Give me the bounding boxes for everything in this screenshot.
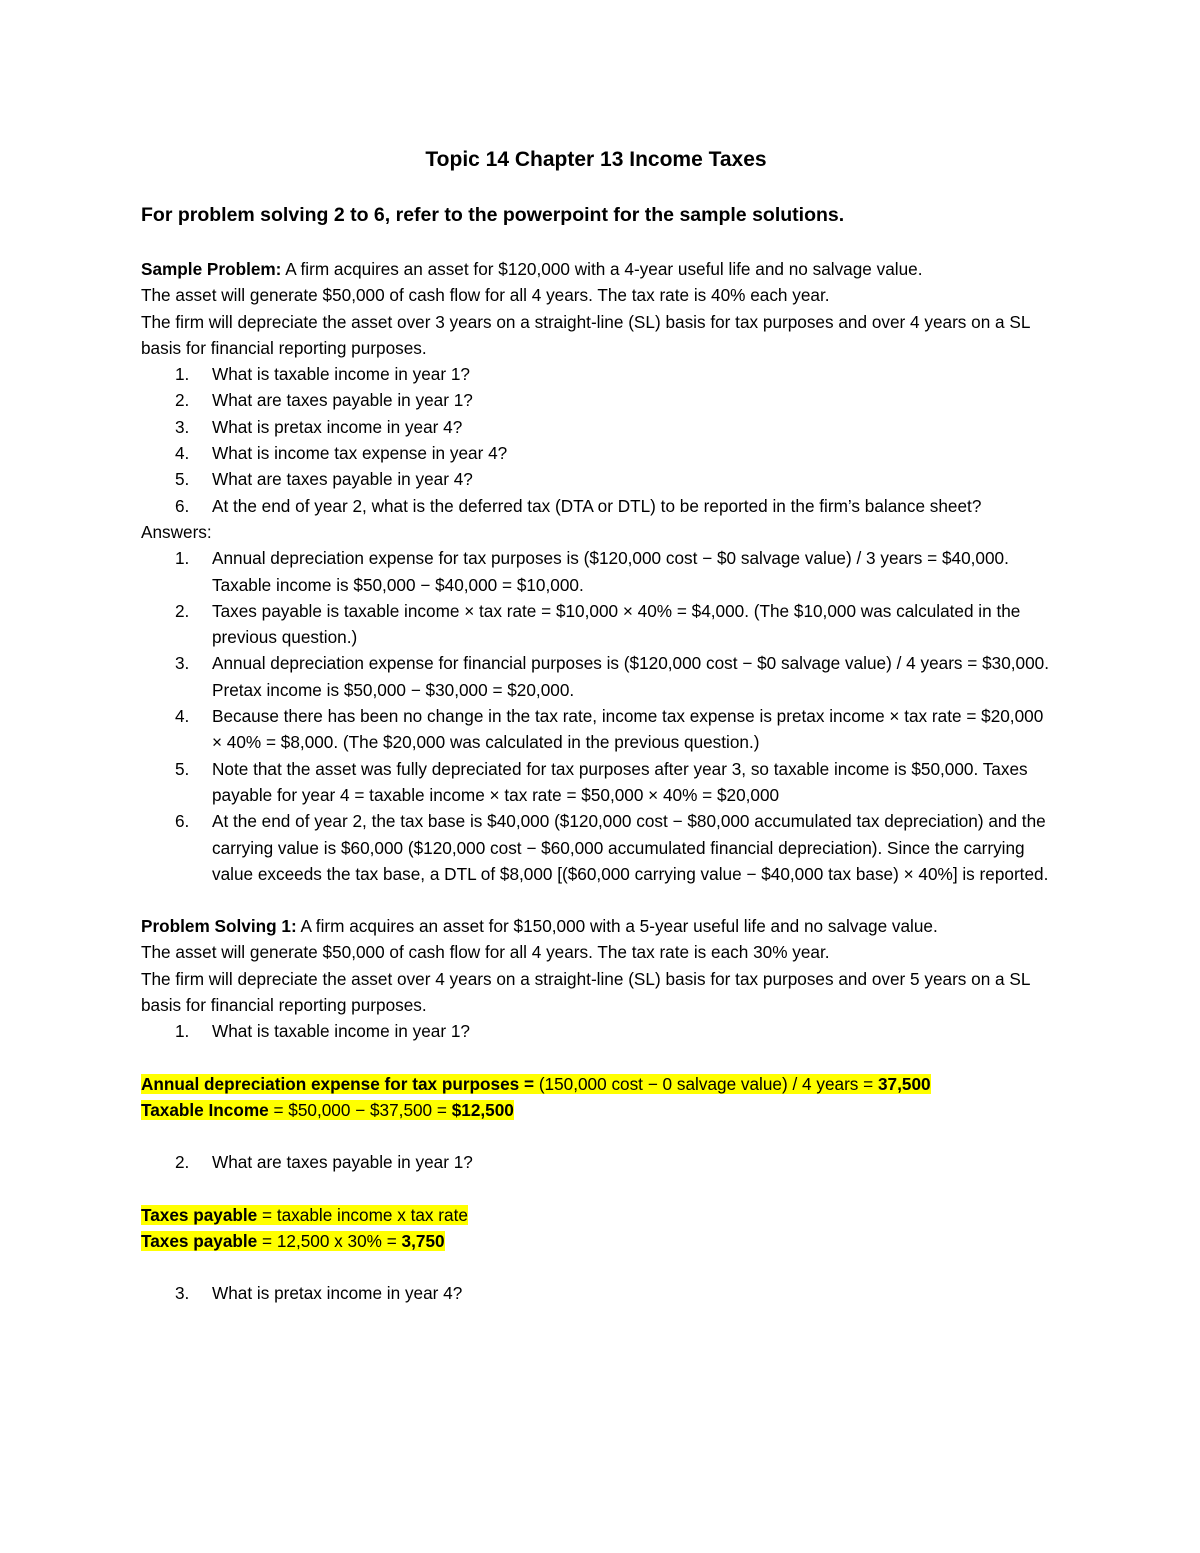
list-number: 2.	[175, 600, 190, 621]
solution2-formula-2: = 12,500 x 30% =	[257, 1230, 402, 1251]
list-number: 3.	[175, 416, 190, 437]
list-number: 1.	[175, 548, 190, 569]
list-number: 4.	[175, 443, 190, 464]
list-item-text: What is taxable income in year 1?	[212, 1021, 470, 1042]
list-number: 5.	[175, 758, 190, 779]
list-item	[141, 387, 1051, 413]
list-item-text: What are taxes payable in year 1?	[212, 390, 473, 411]
list-item-text: Because there has been no change in the tax rate, income tax expense is pretax income × tax rate = $20,000 × 40% = $8,000. (The $20,000 was calculated in the previous question.)	[212, 706, 1044, 753]
list-item	[141, 650, 1051, 703]
list-item	[141, 808, 1051, 887]
page-title: Topic 14 Chapter 13 Income Taxes	[425, 148, 767, 171]
list-item-text: What are taxes payable in year 4?	[212, 469, 473, 490]
list-number: 5.	[175, 469, 190, 490]
answers-label: Answers:	[141, 521, 212, 542]
list-number: 4.	[175, 706, 190, 727]
list-item-text: Annual depreciation expense for tax purposes is ($120,000 cost − $0 salvage value) / 3 years = $40,000. Taxable income is $50,000 − $40,000 = $10,000.	[212, 548, 1009, 595]
solution1-label: Annual depreciation expense for tax purposes =	[141, 1073, 539, 1094]
sample-problem-intro	[141, 256, 1051, 282]
problem-solving-1	[141, 913, 1051, 1306]
solution1-formula: (150,000 cost − 0 salvage value) / 4 years =	[538, 1073, 878, 1094]
solution2-label: Taxes payable	[141, 1204, 258, 1225]
list-item	[141, 466, 1051, 492]
sample-problem-intro-line2: The asset will generate $50,000 of cash flow for all 4 years. The tax rate is 40% each year.	[141, 285, 830, 306]
solution1-taxable-result: $12,500	[451, 1099, 514, 1120]
solution2-line2	[141, 1228, 1051, 1254]
list-number: 2.	[175, 1152, 190, 1173]
list-number: 3.	[175, 653, 190, 674]
sample-answer-list	[141, 545, 1051, 887]
list-item-text: Note that the asset was fully depreciated for tax purposes after year 3, so taxable income is $50,000. Taxes payable for year 4 = taxable income × tax rate = $50,000 × 40% = $20,000	[212, 758, 1028, 805]
list-item-text: What is pretax income in year 4?	[212, 1283, 463, 1304]
list-number: 1.	[175, 364, 190, 385]
solution1-taxable-label: Taxable Income	[141, 1099, 269, 1120]
list-number: 1.	[175, 1021, 190, 1042]
list-number: 6.	[175, 495, 190, 516]
problem1-label: Problem Solving 1:	[141, 916, 297, 937]
list-item	[141, 493, 1051, 519]
list-item	[141, 361, 1051, 387]
list-item	[141, 1149, 1051, 1175]
list-number: 3.	[175, 1283, 190, 1304]
problem1-question-2	[141, 1149, 1051, 1175]
list-number: 6.	[175, 811, 190, 832]
list-item	[141, 440, 1051, 466]
list-item-text: What is pretax income in year 4?	[212, 416, 463, 437]
solution2-line1	[141, 1202, 1051, 1228]
list-number: 2.	[175, 390, 190, 411]
list-item-text: At the end of year 2, the tax base is $40,000 ($120,000 cost − $80,000 accumulated tax depreciation) and the carrying value is $60,000 ($120,000 cost − $60,000 accumulated financial depreciation). Since the carrying value exceeds the tax base, a DTL of $8,000 [($60,000 carrying value − $40,000 tax base) × 40%] is reported.	[212, 811, 1049, 884]
list-item	[141, 1018, 1051, 1044]
solution2-label-2: Taxes payable	[141, 1230, 258, 1251]
instruction-heading: For problem solving 2 to 6, refer to the powerpoint for the sample solutions.	[141, 204, 845, 226]
list-item	[141, 1280, 1051, 1306]
solution1-result: 37,500	[878, 1073, 931, 1094]
list-item-text: Taxes payable is taxable income × tax rate = $10,000 × 40% = $4,000. (The $10,000 was calculated in the previous question.)	[212, 600, 1021, 648]
list-item-text: What is income tax expense in year 4?	[212, 443, 508, 464]
problem1-intro	[141, 913, 1051, 939]
solution1-taxable-formula: = $50,000 − $37,500 =	[268, 1099, 452, 1120]
list-item-text: What are taxes payable in year 1?	[212, 1152, 473, 1173]
sample-problem-label: Sample Problem:	[141, 259, 282, 279]
problem1-intro-line3: The firm will depreciate the asset over 4 years on a straight-line (SL) basis for tax purposes and over 5 years on a SL basis for financial reporting purposes.	[141, 968, 1030, 1016]
list-item	[141, 545, 1051, 598]
document-body	[141, 144, 1051, 1306]
list-item-text: Annual depreciation expense for financial purposes is ($120,000 cost − $0 salvage value) / 4 years = $30,000. Pretax income is $50,000 − $30,000 = $20,000.	[212, 653, 1050, 700]
problem1-question-1	[141, 1018, 1051, 1044]
list-item-text: What is taxable income in year 1?	[212, 364, 470, 385]
problem1-intro-line1: A firm acquires an asset for $150,000 with a 5-year useful life and no salvage value.	[296, 916, 938, 937]
list-item	[141, 414, 1051, 440]
solution2-formula: = taxable income x tax rate	[257, 1204, 468, 1225]
list-item	[141, 756, 1051, 809]
solution1-line2	[141, 1097, 1051, 1123]
list-item	[141, 703, 1051, 756]
sample-problem-intro-line3: The firm will depreciate the asset over 3 years on a straight-line (SL) basis for tax purposes and over 4 years on a SL basis for financial reporting purposes.	[141, 311, 1030, 358]
list-item	[141, 598, 1051, 651]
sample-problem-intro-line1: A firm acquires an asset for $120,000 with a 4-year useful life and no salvage value.	[281, 259, 923, 279]
solution2-result: 3,750	[401, 1230, 445, 1251]
problem1-question-3	[141, 1280, 1051, 1306]
sample-problem	[141, 256, 1051, 887]
problem1-intro-line2: The asset will generate $50,000 of cash flow for all 4 years. The tax rate is each 30% year.	[141, 942, 830, 963]
sample-question-list	[141, 361, 1051, 519]
solution1-line1	[141, 1071, 1051, 1097]
list-item-text: At the end of year 2, what is the deferred tax (DTA or DTL) to be reported in the firm’s balance sheet?	[212, 495, 982, 516]
